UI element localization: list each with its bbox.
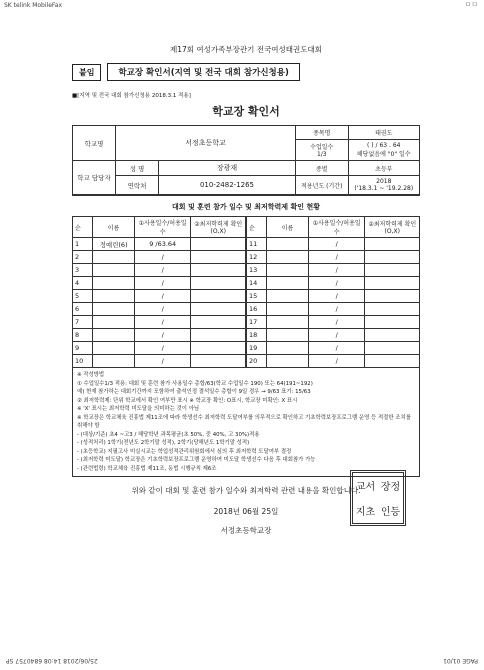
table-row — [73, 290, 420, 303]
row-number: 12 — [246, 251, 267, 264]
official-seal — [350, 470, 406, 526]
col-days: ①사용일수/허용일수 — [308, 217, 365, 238]
fax-header: SK telink MobileFax — [4, 2, 63, 9]
annex-row — [72, 63, 420, 81]
athlete-name — [93, 264, 135, 277]
school-name: 서정초등학교 — [116, 126, 296, 161]
min-academic-check — [365, 342, 420, 355]
row-number: 2 — [73, 251, 93, 264]
table-row — [73, 251, 420, 264]
seal-character: 지초 — [355, 507, 376, 518]
col-days: ①사용일수/허용일수 — [134, 217, 191, 238]
annex-title: 학교장 확인서(지역 및 전국 대회 참가신청용) — [107, 63, 299, 81]
athlete-name — [93, 342, 135, 355]
athlete-name — [267, 303, 309, 316]
athlete-name — [267, 251, 309, 264]
contact-label: 학교 담당자 — [73, 161, 116, 195]
row-number: 7 — [73, 316, 93, 329]
row-number: 8 — [73, 329, 93, 342]
row-number: 1 — [73, 238, 93, 251]
row-number: 9 — [73, 342, 93, 355]
days-used: / — [308, 342, 365, 355]
school-label: 학교명 — [73, 126, 116, 161]
days-used: / — [134, 329, 191, 342]
days-formula: 1/3 — [316, 151, 327, 158]
athlete-name: 정예린(6) — [93, 238, 135, 251]
table-row — [73, 355, 420, 368]
contact-name: 장광재 — [159, 161, 296, 176]
athlete-name — [93, 329, 135, 342]
min-academic-check — [365, 316, 420, 329]
days-used: / — [134, 342, 191, 355]
min-academic-check — [191, 329, 246, 342]
row-number: 20 — [246, 355, 267, 368]
name-label: 성 명 — [116, 161, 159, 176]
athlete-name — [267, 342, 309, 355]
days-note: 해당없음에 "0" 일수 — [356, 151, 411, 158]
row-number: 10 — [73, 355, 93, 368]
col-name: 이름 — [267, 217, 309, 238]
category-label: 종별 — [296, 161, 349, 176]
min-academic-check — [191, 290, 246, 303]
athlete-name — [267, 329, 309, 342]
days-used: / — [134, 290, 191, 303]
table-row — [73, 342, 420, 355]
col-num: 순 — [246, 217, 267, 238]
category-value: 초등부 — [348, 161, 419, 176]
days-used: / — [134, 316, 191, 329]
row-number: 16 — [246, 303, 267, 316]
row-number: 6 — [73, 303, 93, 316]
col-num: 순 — [73, 217, 93, 238]
days-used: / — [134, 264, 191, 277]
days-used: / — [308, 251, 365, 264]
note-line: ※ 학교장은 학교체육 진흥법 제11조에 따라 학생선수 최저학력 도달여부를 의무적으로 확인하고 기초학력보장프로그램 운영 등 적절한 조치를 취해야 함 — [77, 414, 411, 429]
athlete-name — [267, 264, 309, 277]
table-row — [73, 303, 420, 316]
note-line: ② 최저학력제: 단위 학교에서 확인 여부만 표시 ※ 학교장 확인: O표시, 학교장 미확인: X 표시 — [77, 397, 298, 404]
seal-character: 교서 — [355, 482, 376, 493]
days-used: / — [134, 251, 191, 264]
athlete-name — [267, 355, 309, 368]
table-row — [73, 329, 420, 342]
contact-tel: 010-2482-1265 — [159, 176, 296, 195]
event-title: 제17회 여성가족부장관기 전국여성태권도대회 — [170, 45, 322, 54]
days-used: / — [308, 329, 365, 342]
period-label: 적용년도 (기간) — [296, 176, 349, 195]
row-number: 14 — [246, 277, 267, 290]
period-year: 2018 — [376, 178, 392, 185]
fax-timestamp: 25/06/2018 14:08 6840757 SP — [6, 657, 98, 664]
min-academic-check — [365, 329, 420, 342]
note-line: - (초등학교) 지필고사 미실시교는 학업성적관리위원회에서 심의 후 최저학력 도달여부 결정 — [77, 448, 292, 455]
fax-corner-mark: ㅁㅁ — [464, 1, 478, 9]
athlete-name — [267, 290, 309, 303]
seal-character: 장정 — [380, 482, 401, 493]
note-line: 예) 현재 참가하는 대회기간까지 포함하여 출석인정 결석일수 총합이 9일 경우 → 9/63 표기: 15/63 — [77, 389, 311, 395]
min-academic-check — [191, 277, 246, 290]
athlete-name — [93, 316, 135, 329]
table-row — [73, 238, 420, 251]
days-used: / — [134, 277, 191, 290]
athlete-name — [93, 303, 135, 316]
days-used: / — [308, 290, 365, 303]
athlete-name — [93, 251, 135, 264]
athlete-name — [267, 277, 309, 290]
days-used: / — [308, 316, 365, 329]
row-number: 3 — [73, 264, 93, 277]
note-line: - (성적처리) 1학기(전년도 2학기말 성적), 2학기(당해년도 1학기말 성적) — [77, 440, 250, 446]
days-cell — [348, 140, 419, 161]
application-note: ■[지역 및 전국 대회 참가신청용 2018.3.1 적용] — [72, 93, 191, 99]
min-academic-check — [191, 355, 246, 368]
note-line: - (관련법령) 학교체육 진흥법 제11조, 동법 시행규칙 제6조 — [77, 465, 217, 472]
athlete-name — [267, 238, 309, 251]
table-row — [73, 316, 420, 329]
table-row — [73, 277, 420, 290]
note-line: - (최저학력 미도달) 학교장은 기초학력보장프로그램 운영하여 미도달 학생선수 다음 후 대회참가 가능 — [77, 457, 316, 463]
row-number: 19 — [246, 342, 267, 355]
min-academic-check — [191, 251, 246, 264]
document-page — [72, 44, 420, 536]
table-row — [73, 264, 420, 277]
note-line: ※ 작성방법 — [77, 372, 105, 378]
min-academic-check — [191, 316, 246, 329]
fax-page: PAGE 01/01 — [443, 657, 478, 664]
row-number: 18 — [246, 329, 267, 342]
days-used: / — [308, 238, 365, 251]
days-used: / — [308, 264, 365, 277]
min-academic-check — [365, 355, 420, 368]
min-academic-check — [191, 238, 246, 251]
signed-date: 2018년 06월 25일 — [213, 507, 279, 516]
row-number: 5 — [73, 290, 93, 303]
min-academic-check — [365, 238, 420, 251]
row-number: 11 — [246, 238, 267, 251]
info-table — [72, 125, 420, 195]
athlete-name — [267, 316, 309, 329]
days-label: 수업일수 — [310, 144, 334, 151]
days-used: / — [134, 303, 191, 316]
col-ok: ②최저학력제 확인(O,X) — [365, 217, 420, 238]
days-used: 9 /63.64 — [134, 238, 191, 251]
notes-box — [72, 368, 420, 477]
row-number: 4 — [73, 277, 93, 290]
row-number: 15 — [246, 290, 267, 303]
confirmation-text: 위와 같이 대회 및 훈련 참가 일수와 최저학력 관련 내용을 확인합니다. — [131, 486, 361, 495]
performance-table — [72, 216, 420, 368]
annex-tag: 붙임 — [72, 64, 101, 81]
principal-title: 서정초등학교장 — [220, 526, 272, 535]
min-academic-check — [365, 290, 420, 303]
note-line: ※ 'X' 표시는 최저학력 미도달을 의미하는 것이 아님 — [77, 406, 200, 412]
period-cell — [348, 176, 419, 195]
tel-label: 연락처 — [116, 176, 159, 195]
days-used: / — [308, 277, 365, 290]
athlete-name — [93, 277, 135, 290]
col-name: 이름 — [93, 217, 135, 238]
note-line: - (대상/기준) 초4 ~고3 / 해당학년 과목평균(초 50%, 중 40%, 고 30%)적용 — [77, 431, 260, 438]
min-academic-check — [191, 264, 246, 277]
row-number: 13 — [246, 264, 267, 277]
min-academic-check — [365, 251, 420, 264]
athlete-name — [93, 290, 135, 303]
event-value: 태권도 — [348, 126, 419, 140]
days-used: / — [308, 303, 365, 316]
min-academic-check — [191, 303, 246, 316]
min-academic-check — [365, 303, 420, 316]
note-line: ① 수업일수1/3 적용: 대회 및 훈련 참가 사용일수 총합/63(학교 수업일수 190) 또는 64(191~192) — [77, 380, 313, 387]
days-used: / — [308, 355, 365, 368]
athlete-name — [93, 355, 135, 368]
days-label-cell — [296, 140, 349, 161]
performance-title: 대회 및 훈련 참가 일수 및 최저학력제 확인 현황 — [72, 195, 420, 216]
days-value: ( ) / 63 . 64 — [367, 142, 401, 149]
seal-character: 인등 — [380, 507, 401, 518]
min-academic-check — [191, 342, 246, 355]
min-academic-check — [365, 264, 420, 277]
row-number: 17 — [246, 316, 267, 329]
min-academic-check — [365, 277, 420, 290]
event-label: 종목명 — [296, 126, 349, 140]
document-title: 학교장 확인서 — [212, 105, 280, 118]
days-used: / — [134, 355, 191, 368]
period-range: ('18.3.1 ~ '19.2.28) — [354, 185, 414, 192]
fax-footer — [6, 657, 478, 664]
col-ok: ②최저학력제 확인(O,X) — [191, 217, 246, 238]
performance-rows — [73, 238, 420, 368]
